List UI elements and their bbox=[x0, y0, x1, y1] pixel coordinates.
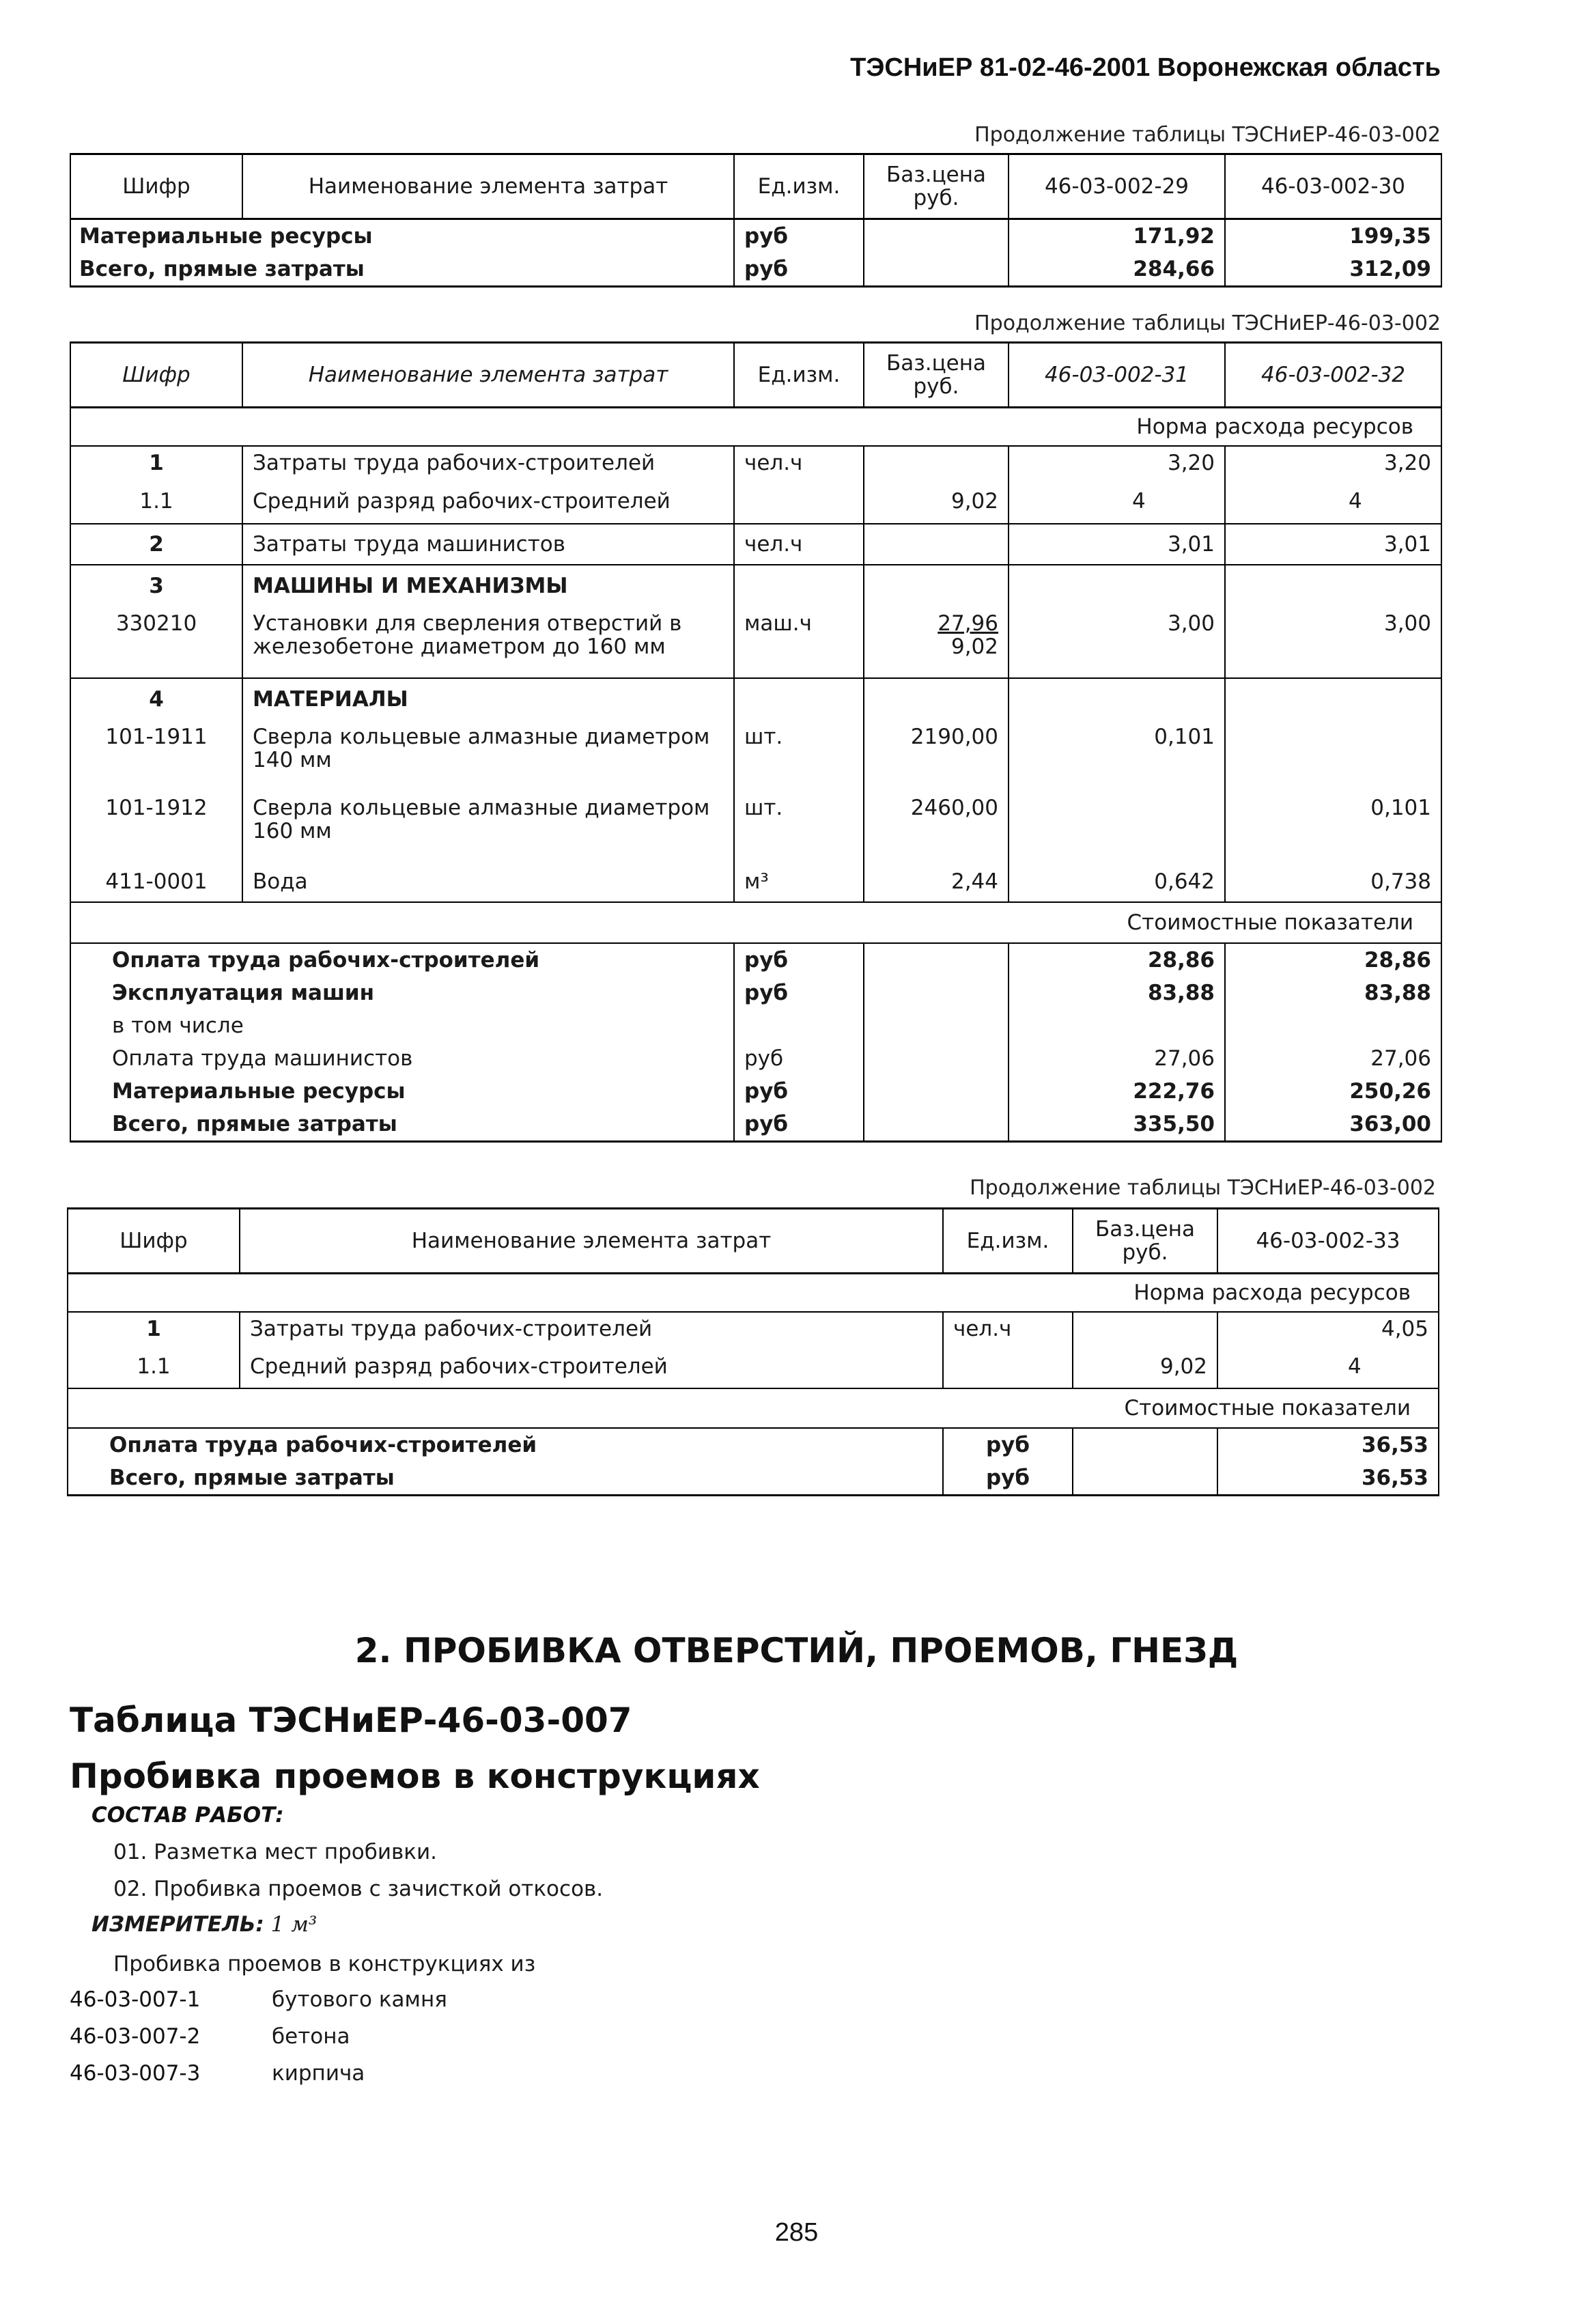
meter-line bbox=[91, 1912, 317, 1937]
table-caption-3: Продолжение таблицы ТЭСНиЕР-46-03-002 bbox=[970, 1176, 1436, 1200]
item-text: бутового камня bbox=[272, 1987, 447, 2012]
section-heading: 2. ПРОБИВКА ОТВЕРСТИЙ, ПРОЕМОВ, ГНЕЗД bbox=[354, 1631, 1239, 1670]
header-shifr: Шифр bbox=[68, 1209, 240, 1274]
header-col-a: 46-03-002-33 bbox=[1217, 1209, 1439, 1274]
header-col-b: 46-03-002-32 bbox=[1225, 343, 1441, 408]
table-row: 411-0001 Вода м³ 2,44 0,642 0,738 bbox=[70, 862, 1441, 902]
header-unit: Ед.изм. bbox=[734, 343, 864, 408]
table-row: 4 МАТЕРИАЛЫ bbox=[70, 678, 1441, 720]
cost-section-label: Стоимостные показатели bbox=[70, 902, 1441, 943]
table-row: Оплата труда рабочих-строителей руб 36,53 bbox=[68, 1428, 1439, 1461]
header-col-b: 46-03-002-30 bbox=[1225, 154, 1441, 219]
table-row: Оплата труда рабочих-строителей руб 28,86 28,86 bbox=[70, 943, 1441, 977]
item-text: кирпича bbox=[272, 2061, 365, 2086]
table-row: Оплата труда машинистов руб 27,06 27,06 bbox=[70, 1042, 1441, 1075]
table-row: в том числе bbox=[70, 1009, 1441, 1042]
header-shifr: Шифр bbox=[70, 154, 242, 219]
page-header: ТЭСНиЕР 81-02-46-2001 Воронежская область bbox=[850, 53, 1441, 82]
sostav-label: СОСТАВ РАБОТ: bbox=[91, 1803, 284, 1828]
header-col-a: 46-03-002-31 bbox=[1009, 343, 1225, 408]
table-row: Материальные ресурсы руб 171,92 199,35 bbox=[70, 219, 1441, 253]
table-caption-1: Продолжение таблицы ТЭСНиЕР-46-03-002 bbox=[974, 123, 1441, 147]
item-code: 46-03-007-3 bbox=[70, 2061, 201, 2086]
header-price: Баз.цена руб. bbox=[864, 154, 1009, 219]
table-header-row bbox=[68, 1209, 1439, 1274]
header-unit: Ед.изм. bbox=[943, 1209, 1073, 1274]
header-unit: Ед.изм. bbox=[734, 154, 864, 219]
cost-section-label: Стоимостные показатели bbox=[68, 1388, 1439, 1428]
table-2 bbox=[70, 341, 1442, 1143]
table-1 bbox=[70, 153, 1442, 288]
work-item: 02. Пробивка проемов с зачисткой откосов. bbox=[113, 1877, 604, 1901]
table-header-row bbox=[70, 154, 1441, 219]
table-3 bbox=[67, 1207, 1439, 1496]
header-name: Наименование элемента затрат bbox=[242, 343, 734, 408]
table-title: Таблица ТЭСНиЕР-46-03-007 bbox=[70, 1700, 632, 1740]
header-price: Баз.цена руб. bbox=[1073, 1209, 1217, 1274]
table-header-row bbox=[70, 343, 1441, 408]
header-col-a: 46-03-002-29 bbox=[1009, 154, 1225, 219]
header-name: Наименование элемента затрат bbox=[240, 1209, 943, 1274]
table-subtitle: Пробивка проемов в конструкциях bbox=[70, 1756, 760, 1796]
meter-label: ИЗМЕРИТЕЛЬ: bbox=[91, 1912, 264, 1937]
item-code: 46-03-007-1 bbox=[70, 1987, 201, 2012]
meter-value: 1 м³ bbox=[270, 1912, 318, 1937]
table-row: 1 Затраты труда рабочих-строителей чел.ч 3,20 3,20 bbox=[70, 446, 1441, 479]
header-price: Баз.цена руб. bbox=[864, 343, 1009, 408]
header-name: Наименование элемента затрат bbox=[242, 154, 734, 219]
work-item: 01. Разметка мест пробивки. bbox=[113, 1840, 438, 1864]
table-row: 101-1911 Сверла кольцевые алмазные диаметром 140 мм шт. 2190,00 0,101 bbox=[70, 720, 1441, 791]
table-row: 1.1 Средний разряд рабочих-строителей 9,02 4 bbox=[68, 1345, 1439, 1388]
item-text: бетона bbox=[272, 2024, 350, 2049]
table-row: Всего, прямые затраты руб 284,66 312,09 bbox=[70, 253, 1441, 287]
norm-section-label: Норма расхода ресурсов bbox=[68, 1274, 1439, 1313]
table-row: 101-1912 Сверла кольцевые алмазные диаметром 160 мм шт. 2460,00 0,101 bbox=[70, 791, 1441, 862]
table-row: 1.1 Средний разряд рабочих-строителей 9,02 4 4 bbox=[70, 479, 1441, 524]
table-row: Материальные ресурсы руб 222,76 250,26 bbox=[70, 1075, 1441, 1108]
norm-section-label: Норма расхода ресурсов bbox=[70, 408, 1441, 447]
table-row: 330210 Установки для сверления отверстий в железобетоне диаметром до 160 мм маш.ч 27,96 9,02 3,00 3,00 bbox=[70, 606, 1441, 678]
header-shifr: Шифр bbox=[70, 343, 242, 408]
intro-line: Пробивка проемов в конструкциях из bbox=[113, 1952, 536, 1976]
page-number: 285 bbox=[774, 2218, 819, 2247]
table-caption-2: Продолжение таблицы ТЭСНиЕР-46-03-002 bbox=[974, 311, 1441, 335]
table-row: Эксплуатация машин руб 83,88 83,88 bbox=[70, 977, 1441, 1009]
item-code: 46-03-007-2 bbox=[70, 2024, 201, 2049]
table-row: 3 МАШИНЫ И МЕХАНИЗМЫ bbox=[70, 565, 1441, 606]
table-row: Всего, прямые затраты руб 36,53 bbox=[68, 1461, 1439, 1496]
table-row: 1 Затраты труда рабочих-строителей чел.ч 4,05 bbox=[68, 1312, 1439, 1345]
table-row: 2 Затраты труда машинистов чел.ч 3,01 3,01 bbox=[70, 524, 1441, 565]
table-row: Всего, прямые затраты руб 335,50 363,00 bbox=[70, 1108, 1441, 1142]
